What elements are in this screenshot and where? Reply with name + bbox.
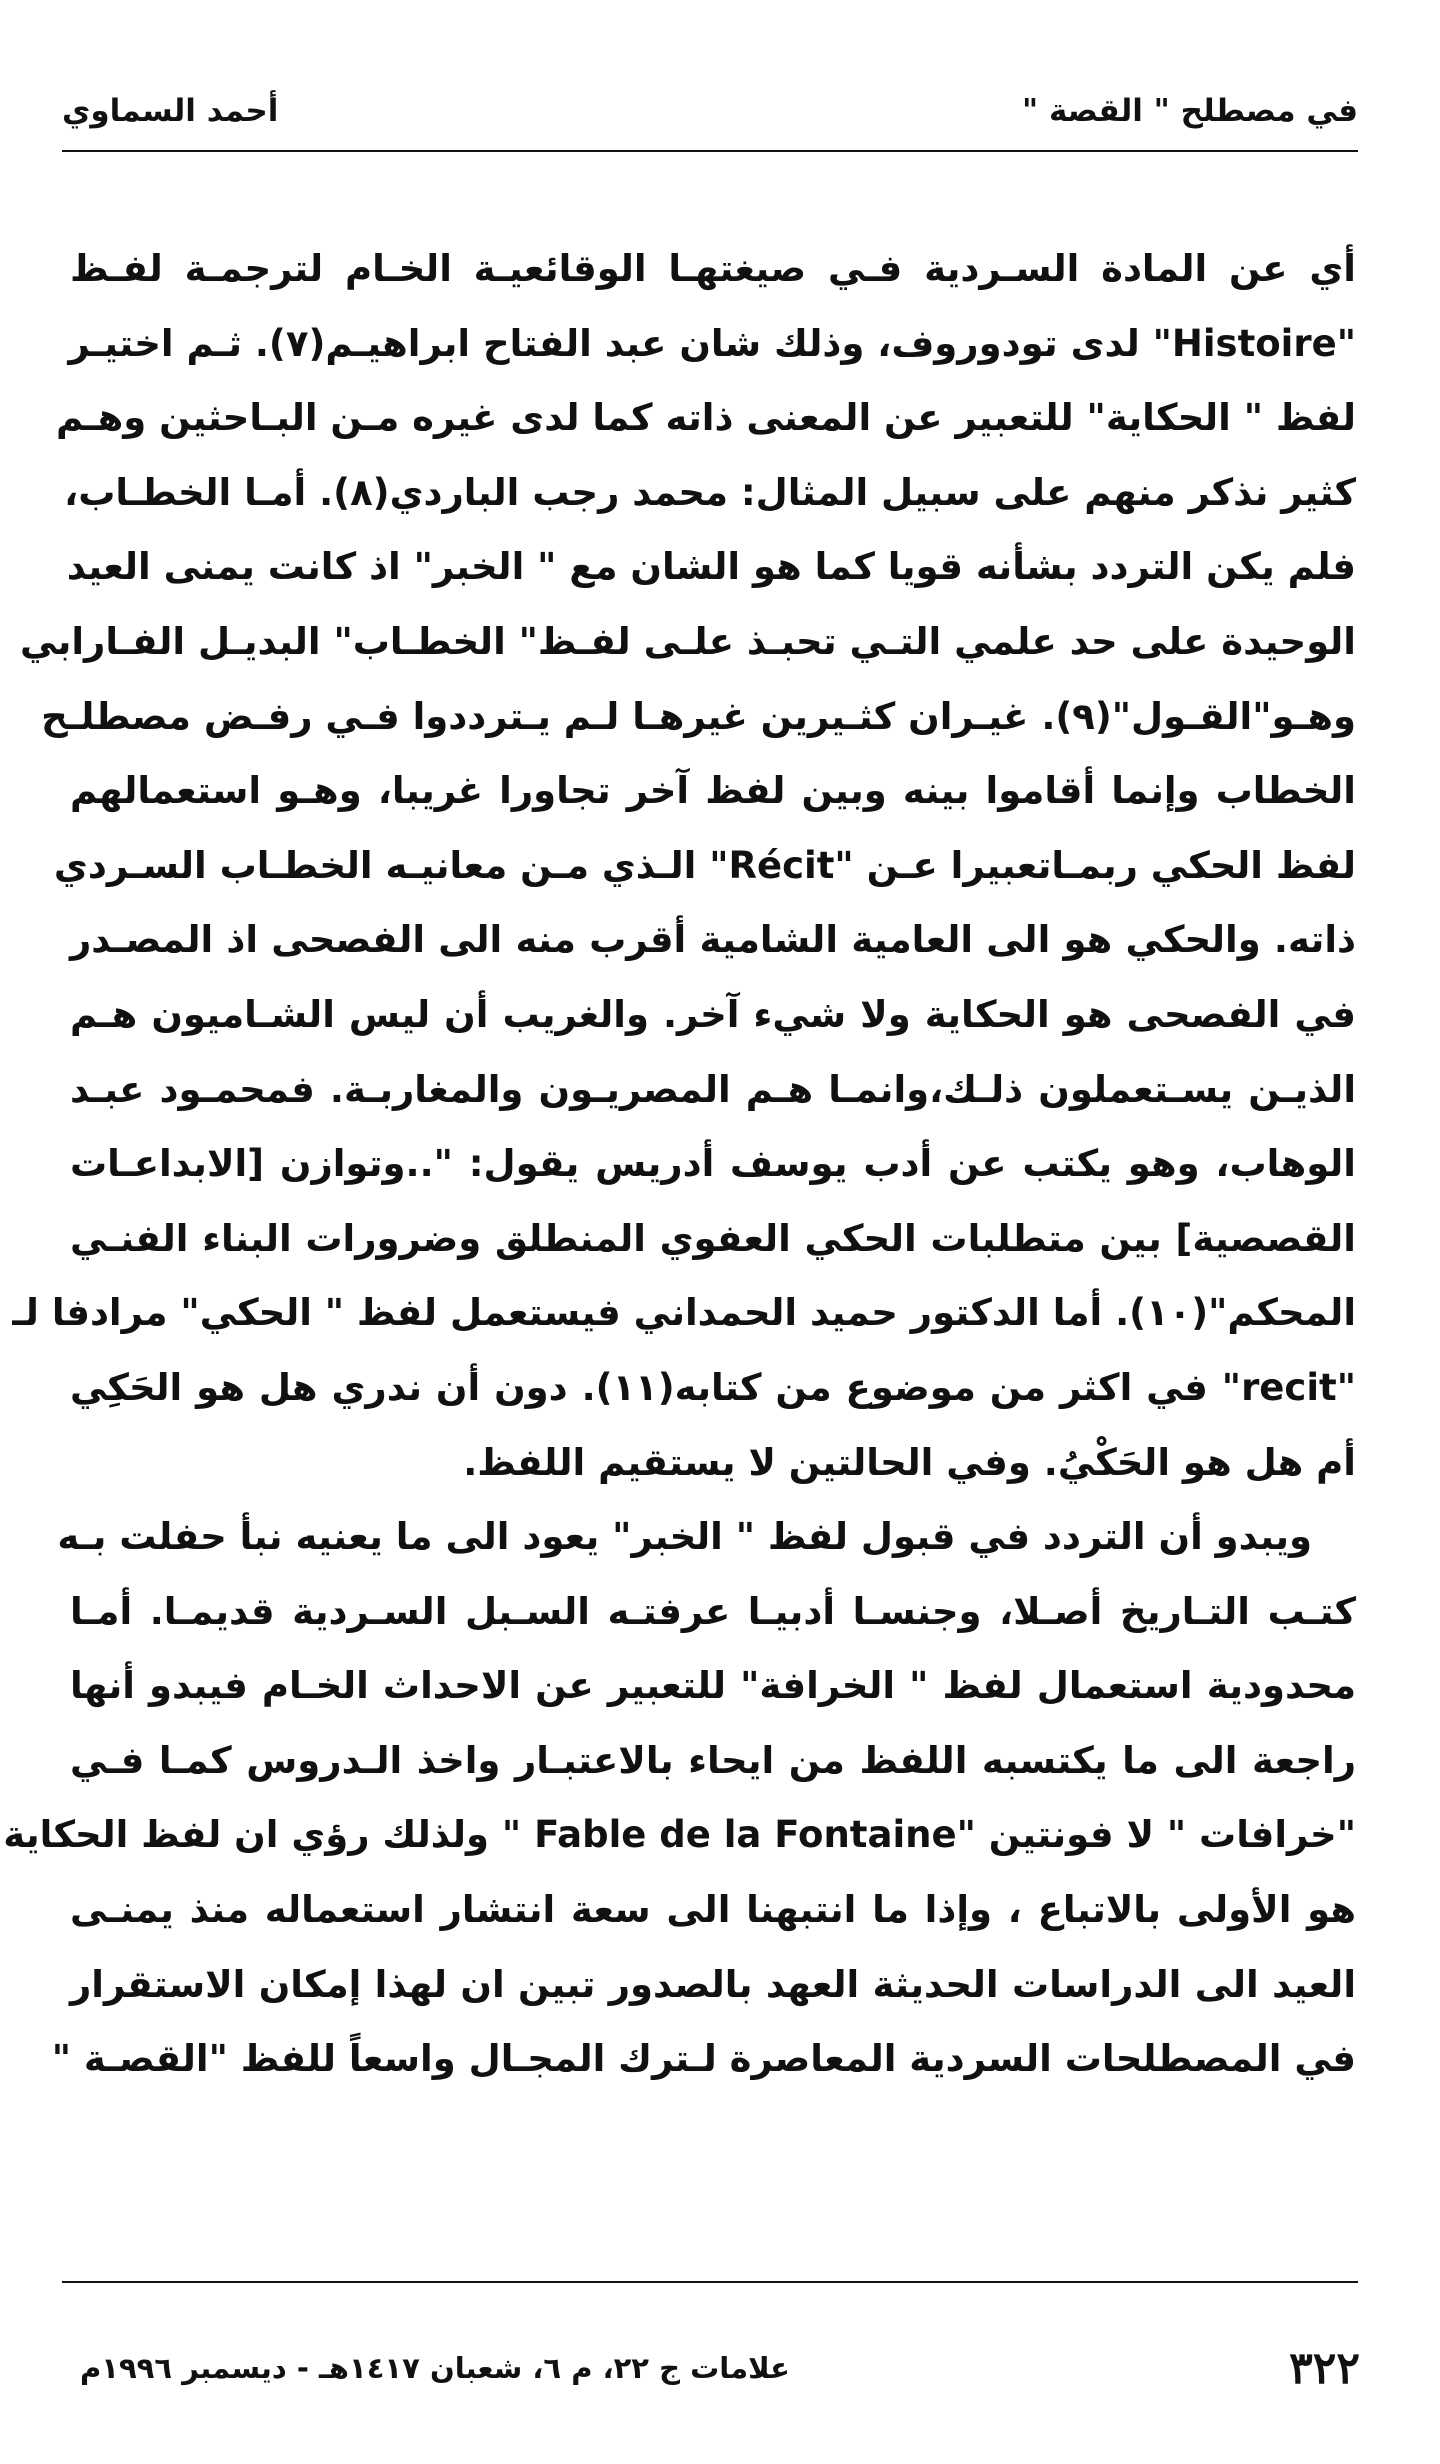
footer-rule — [62, 2281, 1358, 2283]
text-line: في الفصحى هو الحكاية ولا شيء آخر. والغريب أن ليس الشـاميون هـم — [70, 992, 1356, 1036]
text-line: في المصطلحات السردية المعاصرة لـترك المجـال واسعاً للفظ "القصـة " — [51, 2037, 1356, 2081]
text-line: الذيـن يسـتعملون ذلـك،وانمـا هـم المصريـون والمغاربـة. فمحمـود عبـد — [70, 1067, 1356, 1111]
text-line: الخطاب وإنما أقاموا بينه وبين لفظ آخر تجاورا غريبا، وهـو استعمالهم — [70, 769, 1356, 813]
paragraph-1 — [12, 232, 1356, 1500]
journal-info: علامات ج ٢٢، م ٦، شعبان ١٤١٧هـ - ديسمبر ١٩٩٦م — [80, 2351, 790, 2385]
text-line: كتـب التـاريخ أصـلا، وجنسـا أدبيـا عرفتـه السـبل السـردية قديمـا. أمـا — [70, 1589, 1356, 1633]
text-line: هو الأولى بالاتباع ، وإذا ما انتبهنا الى سعة انتشار استعماله منذ يمنـى — [70, 1888, 1356, 1932]
text-line: ذاته. والحكي هو الى العامية الشامية أقرب منه الى الفصحى اذ المصـدر — [70, 918, 1356, 962]
running-footer — [80, 2338, 1360, 2398]
section-title: في مصطلح " القصة " — [1022, 93, 1358, 129]
text-line: وهـو"القـول"(٩). غيـران كثـيرين غيرهـا لـم يـترددوا فـي رفـض مصطلـح — [41, 694, 1356, 738]
author-name: أحمد السماوي — [62, 93, 279, 129]
text-line: لفظ الحكي ربمـاتعبيرا عـن "Récit" الـذي مـن معانيـه الخطـاب السـردي — [53, 843, 1356, 887]
text-line: العيد الى الدراسات الحديثة العهد بالصدور تبين ان لهذا إمكان الاستقرار — [70, 1962, 1356, 2006]
text-line: أي عن المادة السـردية فـي صيغتهـا الوقائعيـة الخـام لترجمـة لفـظ — [70, 247, 1356, 290]
text-line: فلم يكن التردد بشأنه قويا كما هو الشان مع " الخبر" اذ كانت يمنى العيد — [66, 545, 1356, 589]
text-line: لفظ " الحكاية" للتعبير عن المعنى ذاته كما لدى غيره مـن البـاحثين وهـم — [55, 396, 1356, 440]
text-line: كثير نذكر منهم على سبيل المثال: محمد رجب الباردي(٨). أمـا الخطـاب، — [64, 470, 1356, 514]
running-header — [62, 82, 1358, 140]
text-line: "recit" في اكثر من موضوع من كتابه(١١). دون أن ندري هل هو الحَكِي — [70, 1365, 1356, 1409]
text-line: "خرافات " لا فونتين "Fable de la Fontaine " ولذلك رؤي ان لفظ الحكاية — [3, 1813, 1356, 1857]
text-line: "Histoire" لدى تودوروف، وذلك شان عبد الفتاح ابراهيـم(٧). ثـم اختيـر — [68, 321, 1356, 365]
text-line: ويبدو أن التردد في قبول لفظ " الخبر" يعود الى ما يعنيه نبأ حفلت بـه — [57, 1515, 1312, 1559]
header-rule — [62, 150, 1358, 152]
text-line: محدودية استعمال لفظ " الخرافة" للتعبير عن الاحداث الخـام فيبدو أنها — [70, 1664, 1356, 1708]
text-line: القصصية] بين متطلبات الحكي العفوي المنطلق وضرورات البناء الفنـي — [70, 1216, 1356, 1260]
text-line: الوهاب، وهو يكتب عن أدب يوسف أدريس يقول: "..وتوازن [الابداعـات — [70, 1142, 1356, 1186]
text-line: المحكم"(١٠). أما الدكتور حميد الحمداني فيستعمل لفظ " الحكي" مرادفا لـ — [12, 1291, 1356, 1335]
text-line: راجعة الى ما يكتسبه اللفظ من ايحاء بالاعتبـار واخذ الـدروس كمـا فـي — [70, 1738, 1356, 1782]
page-number: ٣٢٢ — [1289, 2342, 1360, 2394]
text-line: أم هل هو الحَكْيُ. وفي الحالتين لا يستقيم اللفظ. — [463, 1440, 1356, 1484]
body-text — [3, 232, 1356, 2097]
paragraph-2 — [3, 1500, 1356, 2097]
text-line: الوحيدة على حد علمي التـي تحبـذ علـى لفـظ" الخطـاب" البديـل الفـارابي — [20, 619, 1356, 663]
